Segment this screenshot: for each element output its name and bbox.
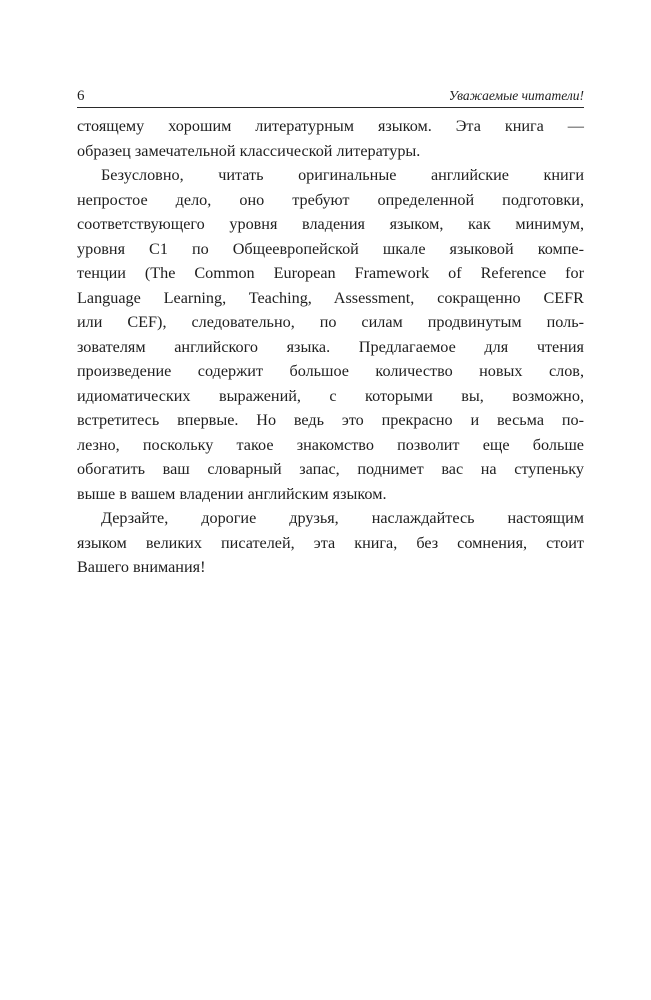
text-line: уровня С1 по Общеевропейской шкале языковой компе- [77, 239, 584, 258]
text-line: Безусловно, читать оригинальные английские книги [101, 166, 584, 184]
text-line: зователям английского языка. Предлагаемое для чтения [77, 337, 584, 356]
text-line: выше в вашем владении английским языком. [77, 484, 387, 503]
body-text [77, 114, 584, 580]
text-line: непростое дело, оно требуют определенной подготовки, [77, 190, 584, 209]
text-line: лезно, поскольку такое знакомство позволит еще больше [77, 435, 584, 454]
text-line: языком великих писателей, эта книга, без сомнения, стоит [77, 533, 584, 552]
text-line: образец замечательной классической литературы. [77, 141, 421, 160]
page-number: 6 [77, 88, 85, 104]
running-head [77, 85, 584, 108]
text-line: Language Learning, Teaching, Assessment, сокращенно CEFR [77, 288, 584, 307]
paragraph-1 [77, 114, 584, 163]
text-line: соответствующего уровня владения языком, как минимум, [77, 215, 584, 233]
text-line: стоящему хорошим литературным языком. Эта книга — [77, 117, 584, 135]
text-line: идиоматических выражений, с которыми вы, возможно, [77, 386, 584, 405]
paragraph-3 [77, 506, 584, 580]
section-title: Уважаемые читатели! [448, 88, 584, 103]
paragraph-2 [77, 163, 584, 506]
text-line: Вашего внимания! [77, 558, 206, 576]
text-line: или CEF), следовательно, по силам продвинутым поль- [77, 313, 584, 331]
text-line: тенции (The Common European Framework of Reference for [77, 264, 584, 282]
text-line: встретитесь впервые. Но ведь это прекрасно и весьма по- [77, 411, 584, 429]
text-line: обогатить ваш словарный запас, поднимет вас на ступеньку [77, 460, 584, 478]
text-line: Дерзайте, дорогие друзья, наслаждайтесь настоящим [101, 509, 584, 527]
text-line: произведение содержит большое количество новых слов, [77, 362, 584, 380]
